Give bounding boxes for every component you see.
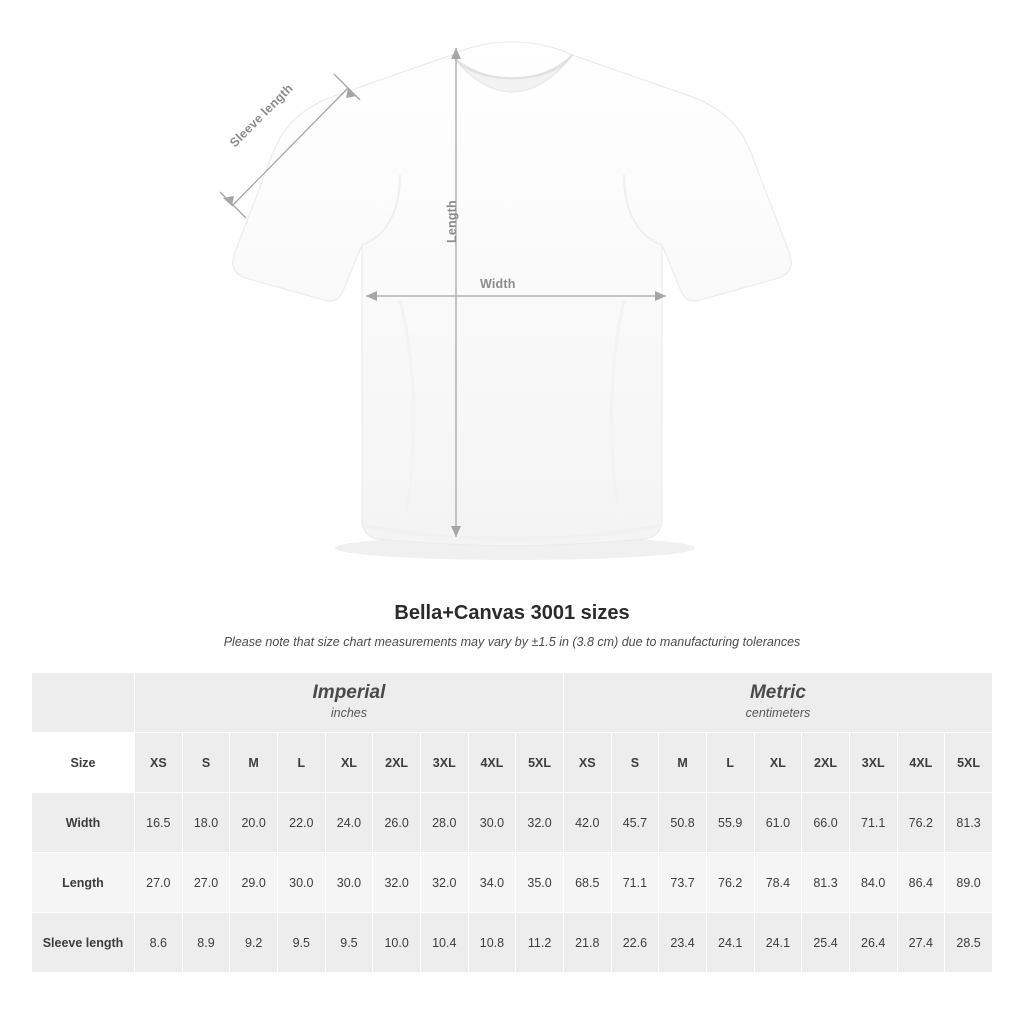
size-chart-table-wrap <box>31 672 993 973</box>
sleeve-length-annotation: Sleeve length <box>227 81 296 150</box>
size-header-metric-l: L <box>706 733 754 793</box>
cell-sleeve-imperial-4xl: 10.8 <box>468 913 516 973</box>
size-header-metric-xl: XL <box>754 733 802 793</box>
cell-width-imperial-m: 20.0 <box>230 793 278 853</box>
cell-width-metric-s: 45.7 <box>611 793 659 853</box>
size-header-row <box>32 733 993 793</box>
cell-width-imperial-3xl: 28.0 <box>420 793 468 853</box>
table-row <box>32 793 993 853</box>
size-header-imperial-m: M <box>230 733 278 793</box>
cell-sleeve-imperial-xl: 9.5 <box>325 913 373 973</box>
cell-length-imperial-xs: 27.0 <box>135 853 183 913</box>
tolerance-note: Please note that size chart measurements may vary by ±1.5 in (3.8 cm) due to manufacturing tolerances <box>223 635 801 649</box>
cell-width-metric-xs: 42.0 <box>563 793 611 853</box>
unit-group-imperial <box>135 673 564 733</box>
cell-sleeve-imperial-5xl: 11.2 <box>516 913 564 973</box>
row-label-width: Width <box>32 793 135 853</box>
size-header-imperial-l: L <box>277 733 325 793</box>
cell-length-imperial-4xl: 34.0 <box>468 853 516 913</box>
unit-header-row <box>32 673 993 733</box>
cell-width-metric-xl: 61.0 <box>754 793 802 853</box>
cell-width-imperial-2xl: 26.0 <box>373 793 421 853</box>
size-header-imperial-3xl: 3XL <box>420 733 468 793</box>
size-header-metric-4xl: 4XL <box>897 733 945 793</box>
size-header-metric-2xl: 2XL <box>802 733 850 793</box>
cell-sleeve-imperial-s: 8.9 <box>182 913 230 973</box>
size-header-metric-3xl: 3XL <box>849 733 897 793</box>
cell-width-imperial-s: 18.0 <box>182 793 230 853</box>
cell-width-metric-5xl: 81.3 <box>945 793 993 853</box>
size-chart-table <box>31 672 993 973</box>
unit-name-imperial: Imperial <box>312 681 386 703</box>
size-header-label: Size <box>32 733 135 793</box>
cell-width-metric-m: 50.8 <box>659 793 707 853</box>
row-label-length: Length <box>32 853 135 913</box>
cell-length-imperial-2xl: 32.0 <box>373 853 421 913</box>
cell-width-imperial-5xl: 32.0 <box>516 793 564 853</box>
title-block <box>0 602 1024 649</box>
cell-sleeve-metric-4xl: 27.4 <box>897 913 945 973</box>
cell-length-imperial-3xl: 32.0 <box>420 853 468 913</box>
size-header-imperial-s: S <box>182 733 230 793</box>
cell-width-metric-4xl: 76.2 <box>897 793 945 853</box>
unit-name-metric: Metric <box>749 681 806 703</box>
cell-width-imperial-xs: 16.5 <box>135 793 183 853</box>
cell-sleeve-metric-xl: 24.1 <box>754 913 802 973</box>
size-header-metric-m: M <box>659 733 707 793</box>
cell-sleeve-imperial-m: 9.2 <box>230 913 278 973</box>
cell-length-imperial-xl: 30.0 <box>325 853 373 913</box>
cell-length-imperial-l: 30.0 <box>277 853 325 913</box>
cell-sleeve-metric-l: 24.1 <box>706 913 754 973</box>
size-header-imperial-xl: XL <box>325 733 373 793</box>
unit-sub-metric: centimeters <box>745 706 811 721</box>
table-corner-cell <box>32 673 135 733</box>
size-header-imperial-4xl: 4XL <box>468 733 516 793</box>
cell-width-imperial-xl: 24.0 <box>325 793 373 853</box>
cell-length-metric-xl: 78.4 <box>754 853 802 913</box>
cell-width-imperial-l: 22.0 <box>277 793 325 853</box>
cell-sleeve-metric-3xl: 26.4 <box>849 913 897 973</box>
cell-sleeve-imperial-3xl: 10.4 <box>420 913 468 973</box>
size-header-metric-5xl: 5XL <box>945 733 993 793</box>
cell-length-imperial-m: 29.0 <box>230 853 278 913</box>
cell-length-metric-5xl: 89.0 <box>945 853 993 913</box>
cell-sleeve-metric-2xl: 25.4 <box>802 913 850 973</box>
size-header-metric-s: S <box>611 733 659 793</box>
size-header-metric-xs: XS <box>563 733 611 793</box>
row-label-sleeve-length: Sleeve length <box>32 913 135 973</box>
cell-length-metric-xs: 68.5 <box>563 853 611 913</box>
cell-sleeve-metric-m: 23.4 <box>659 913 707 973</box>
cell-sleeve-imperial-2xl: 10.0 <box>373 913 421 973</box>
size-header-imperial-xs: XS <box>135 733 183 793</box>
size-header-imperial-2xl: 2XL <box>373 733 421 793</box>
length-annotation: Length <box>445 200 459 243</box>
table-row <box>32 853 993 913</box>
table-row <box>32 913 993 973</box>
size-header-imperial-5xl: 5XL <box>516 733 564 793</box>
cell-length-metric-2xl: 81.3 <box>802 853 850 913</box>
cell-width-metric-l: 55.9 <box>706 793 754 853</box>
cell-length-metric-s: 71.1 <box>611 853 659 913</box>
cell-length-imperial-5xl: 35.0 <box>516 853 564 913</box>
cell-width-imperial-4xl: 30.0 <box>468 793 516 853</box>
cell-width-metric-3xl: 71.1 <box>849 793 897 853</box>
cell-sleeve-imperial-l: 9.5 <box>277 913 325 973</box>
cell-length-metric-m: 73.7 <box>659 853 707 913</box>
width-annotation: Width <box>480 277 516 291</box>
cell-length-metric-l: 76.2 <box>706 853 754 913</box>
unit-sub-imperial: inches <box>330 706 368 721</box>
cell-sleeve-metric-5xl: 28.5 <box>945 913 993 973</box>
cell-sleeve-metric-xs: 21.8 <box>563 913 611 973</box>
cell-width-metric-2xl: 66.0 <box>802 793 850 853</box>
cell-length-metric-3xl: 84.0 <box>849 853 897 913</box>
cell-length-metric-4xl: 86.4 <box>897 853 945 913</box>
unit-group-metric <box>563 673 992 733</box>
cell-sleeve-imperial-xs: 8.6 <box>135 913 183 973</box>
cell-sleeve-metric-s: 22.6 <box>611 913 659 973</box>
page-title: Bella+Canvas 3001 sizes <box>394 602 630 624</box>
cell-length-imperial-s: 27.0 <box>182 853 230 913</box>
